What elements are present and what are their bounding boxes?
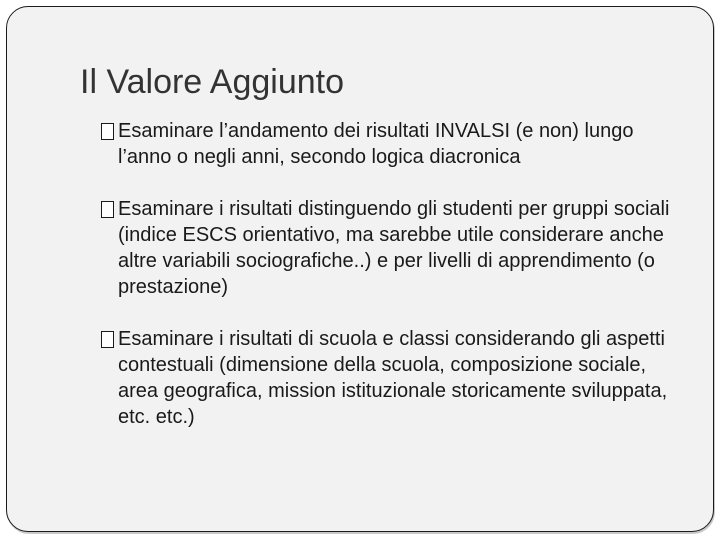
square-bullet-icon <box>101 123 114 140</box>
square-bullet-icon <box>101 201 114 218</box>
list-item <box>101 118 691 170</box>
bullet-text: Esaminare i risultati di scuola e classi considerando gli aspetti contestuali (dimensione della scuola, composizione sociale, area geografica, mission istituzionale storicamente sviluppata, etc. etc.) <box>118 328 668 428</box>
slide-title: Il Valore Aggiunto <box>80 63 344 101</box>
bullet-list <box>101 118 691 456</box>
bullet-text: Esaminare i risultati distinguendo gli studenti per gruppi sociali (indice ESCS orientativo, ma sarebbe utile considerare anche altre variabili sociografiche..) e per livelli di apprendimento (o prestazione) <box>118 198 670 298</box>
square-bullet-icon <box>101 331 114 348</box>
list-item <box>101 196 691 300</box>
list-item <box>101 326 691 430</box>
bullet-text: Esaminare l’andamento dei risultati INVALSI (e non) lungo l’anno o negli anni, secondo logica diacronica <box>118 120 634 168</box>
